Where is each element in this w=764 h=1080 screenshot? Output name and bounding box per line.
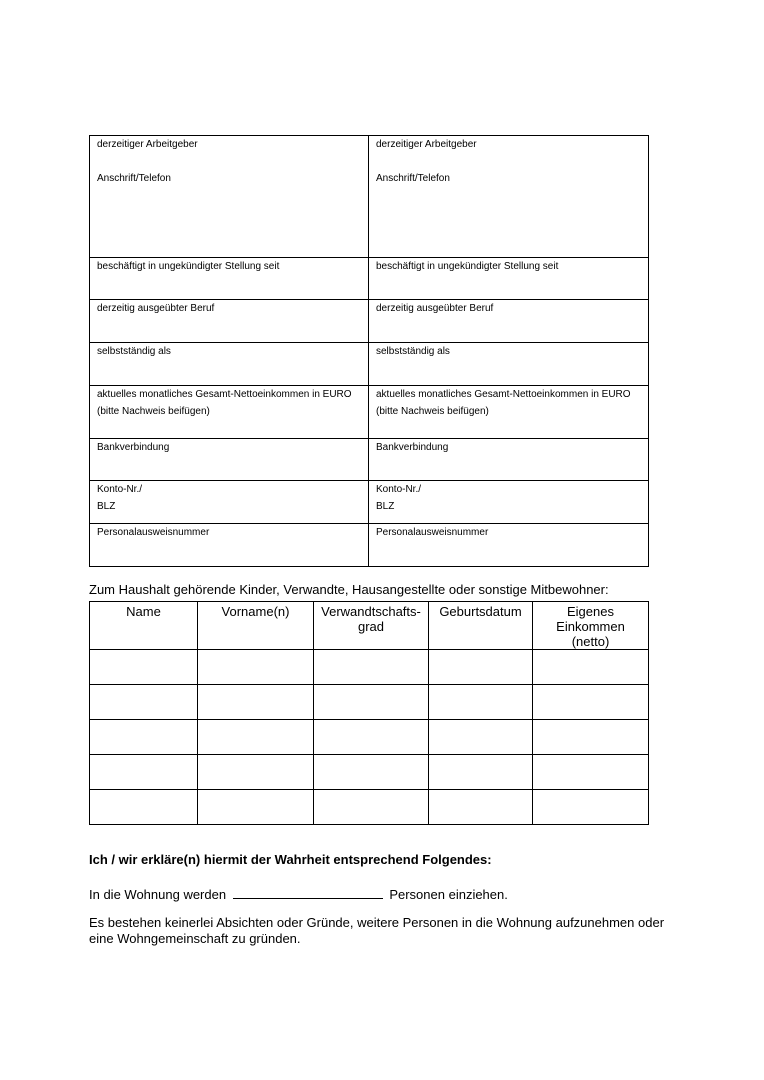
household-cell[interactable] (314, 755, 429, 790)
applicant-cell-right[interactable] (369, 386, 649, 439)
household-row (90, 790, 649, 825)
applicant-cell-right[interactable] (369, 439, 649, 481)
cell-label: aktuelles monatliches Gesamt-Nettoeinkommen in EURO (376, 389, 631, 400)
applicant-row (90, 300, 649, 343)
applicant-cell-right[interactable] (369, 300, 649, 343)
cell-label: aktuelles monatliches Gesamt-Nettoeinkommen in EURO (97, 389, 352, 400)
applicant-cell-right[interactable] (369, 524, 649, 567)
applicant-row (90, 343, 649, 386)
column-header-line: grad (357, 619, 385, 634)
household-cell[interactable] (90, 790, 198, 825)
cell-label: beschäftigt in ungekündigter Stellung seit (97, 261, 280, 272)
applicant-cell-left[interactable] (90, 439, 369, 481)
applicant-cell-left[interactable] (90, 136, 369, 258)
applicant-cell-right[interactable] (369, 343, 649, 386)
applicant-cell-left[interactable] (90, 524, 369, 567)
household-cell[interactable] (314, 720, 429, 755)
household-cell[interactable] (533, 685, 649, 720)
cell-label: selbstständig als (97, 346, 171, 357)
cell-label: Anschrift/Telefon (376, 173, 450, 184)
household-row (90, 650, 649, 685)
household-cell[interactable] (429, 720, 533, 755)
household-cell[interactable] (198, 685, 314, 720)
household-row (90, 755, 649, 790)
applicant-cell-left[interactable] (90, 343, 369, 386)
household-header-row (90, 602, 649, 650)
household-cell[interactable] (314, 790, 429, 825)
applicant-cell-right[interactable] (369, 136, 649, 258)
household-heading: Zum Haushalt gehörende Kinder, Verwandte, Hausangestellte oder sonstige Mitbewohner: (89, 582, 609, 597)
cell-label: derzeitig ausgeübter Beruf (97, 303, 215, 314)
household-cell[interactable] (429, 755, 533, 790)
applicant-cell-left[interactable] (90, 386, 369, 439)
column-header-line: Eigenes (567, 604, 614, 619)
cell-label: (bitte Nachweis beifügen) (376, 406, 489, 417)
persons-prefix: In die Wohnung werden (89, 887, 227, 902)
cell-label: Konto-Nr./ (376, 484, 422, 495)
household-column-header (314, 602, 429, 650)
applicant-cell-right[interactable] (369, 481, 649, 524)
applicant-cell-left[interactable] (90, 258, 369, 300)
applicant-row (90, 439, 649, 481)
applicant-row (90, 386, 649, 439)
persons-line (89, 886, 508, 903)
cell-label: Personalausweisnummer (376, 527, 489, 538)
household-cell[interactable] (198, 650, 314, 685)
cell-label: derzeitiger Arbeitgeber (376, 139, 477, 150)
column-header-line: Vorname(n) (221, 604, 290, 619)
household-cell[interactable] (533, 720, 649, 755)
household-table (89, 601, 649, 825)
household-table-body (90, 650, 649, 825)
column-header-line: Geburtsdatum (439, 604, 522, 619)
household-cell[interactable] (533, 650, 649, 685)
persons-count-field[interactable] (233, 886, 383, 899)
cell-label: Personalausweisnummer (97, 527, 210, 538)
applicant-row (90, 524, 649, 567)
cell-label: (bitte Nachweis beifügen) (97, 406, 210, 417)
cell-label: BLZ (376, 501, 395, 512)
cell-label: BLZ (97, 501, 116, 512)
declaration-statement: Es bestehen keinerlei Absichten oder Gründe, weitere Personen in die Wohnung aufzunehmen oder eine Wohngemeinschaft zu gründen. (89, 915, 665, 946)
household-cell[interactable] (314, 685, 429, 720)
cell-label: selbstständig als (376, 346, 450, 357)
household-cell[interactable] (90, 685, 198, 720)
household-cell[interactable] (429, 790, 533, 825)
cell-label: Bankverbindung (97, 442, 170, 453)
column-header-line: Verwandtschafts- (321, 604, 421, 619)
household-column-header (533, 602, 649, 650)
household-cell[interactable] (198, 790, 314, 825)
household-cell[interactable] (429, 685, 533, 720)
household-column-header (429, 602, 533, 650)
column-header-line: (netto) (571, 634, 610, 649)
household-cell[interactable] (533, 755, 649, 790)
cell-label: Konto-Nr./ (97, 484, 143, 495)
household-cell[interactable] (90, 755, 198, 790)
household-row (90, 720, 649, 755)
household-cell[interactable] (198, 720, 314, 755)
household-column-header (90, 602, 198, 650)
applicant-row (90, 481, 649, 524)
applicant-table (89, 135, 649, 567)
household-cell[interactable] (90, 720, 198, 755)
applicant-table-body (90, 136, 649, 567)
applicant-cell-right[interactable] (369, 258, 649, 300)
declaration-heading: Ich / wir erkläre(n) hiermit der Wahrheit entsprechend Folgendes: (89, 852, 492, 867)
applicant-cell-left[interactable] (90, 300, 369, 343)
applicant-cell-left[interactable] (90, 481, 369, 524)
household-cell[interactable] (429, 650, 533, 685)
household-cell[interactable] (198, 755, 314, 790)
column-header-line: Name (126, 604, 161, 619)
cell-label: derzeitig ausgeübter Beruf (376, 303, 494, 314)
persons-suffix: Personen einziehen. (389, 887, 508, 902)
household-row (90, 685, 649, 720)
column-header-line: Einkommen (556, 619, 625, 634)
cell-label: beschäftigt in ungekündigter Stellung seit (376, 261, 559, 272)
cell-label: Bankverbindung (376, 442, 449, 453)
applicant-row (90, 258, 649, 300)
cell-spacer (376, 153, 648, 170)
cell-spacer (97, 153, 368, 170)
household-cell[interactable] (533, 790, 649, 825)
cell-label: Anschrift/Telefon (97, 173, 171, 184)
applicant-row (90, 136, 649, 258)
household-column-header (198, 602, 314, 650)
cell-label: derzeitiger Arbeitgeber (97, 139, 198, 150)
household-cell[interactable] (90, 650, 198, 685)
household-cell[interactable] (314, 650, 429, 685)
